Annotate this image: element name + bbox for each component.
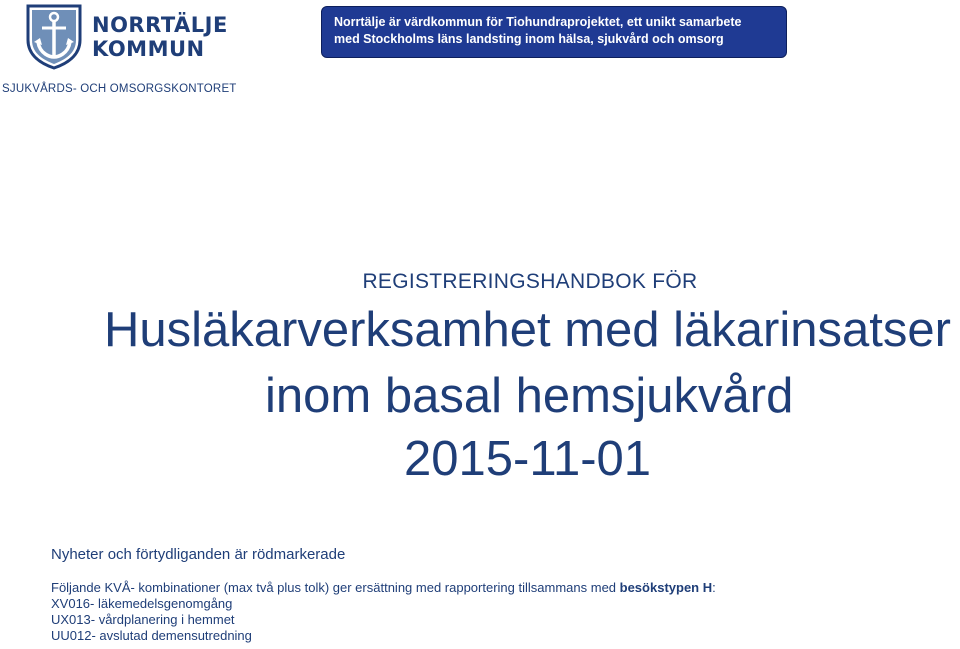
municipality-logo <box>26 4 228 70</box>
code-item: UX013- vårdplanering i hemmet <box>51 612 235 627</box>
logo-wordmark <box>92 13 228 61</box>
info-intro <box>51 580 716 596</box>
document-title-line-1: Husläkarverksamhet med läkarinsatser <box>104 303 951 357</box>
banner-line-2: med Stockholms läns landsting inom hälsa, sjukvård och omsorg <box>334 32 724 46</box>
code-item: XV016- läkemedelsgenomgång <box>51 596 233 611</box>
document-subtitle: REGISTRERINGSHANDBOK FÖR <box>362 270 698 293</box>
news-note: Nyheter och förtydliganden är rödmarkerade <box>51 546 346 563</box>
logo-line-1: NORRTÄLJE <box>92 13 228 37</box>
header-banner <box>321 6 787 58</box>
department-name: SJUKVÅRDS- OCH OMSORGSKONTORET <box>2 83 237 95</box>
document-date: 2015-11-01 <box>404 432 652 486</box>
anchor-shield-icon <box>26 4 82 70</box>
info-intro-end: : <box>712 580 716 595</box>
logo-line-2: KOMMUN <box>92 37 205 61</box>
info-intro-bold: besökstypen H <box>619 580 713 595</box>
code-item: UU012- avslutad demensutredning <box>51 628 252 643</box>
info-intro-text: Följande KVÅ- kombinationer (max två plus tolk) ger ersättning med rapportering tillsammans med <box>51 580 620 595</box>
info-section <box>51 580 716 644</box>
banner-line-1: Norrtälje är värdkommun för Tiohundraprojektet, ett unikt samarbete <box>334 15 742 29</box>
document-title-line-2: inom basal hemsjukvård <box>265 369 794 423</box>
